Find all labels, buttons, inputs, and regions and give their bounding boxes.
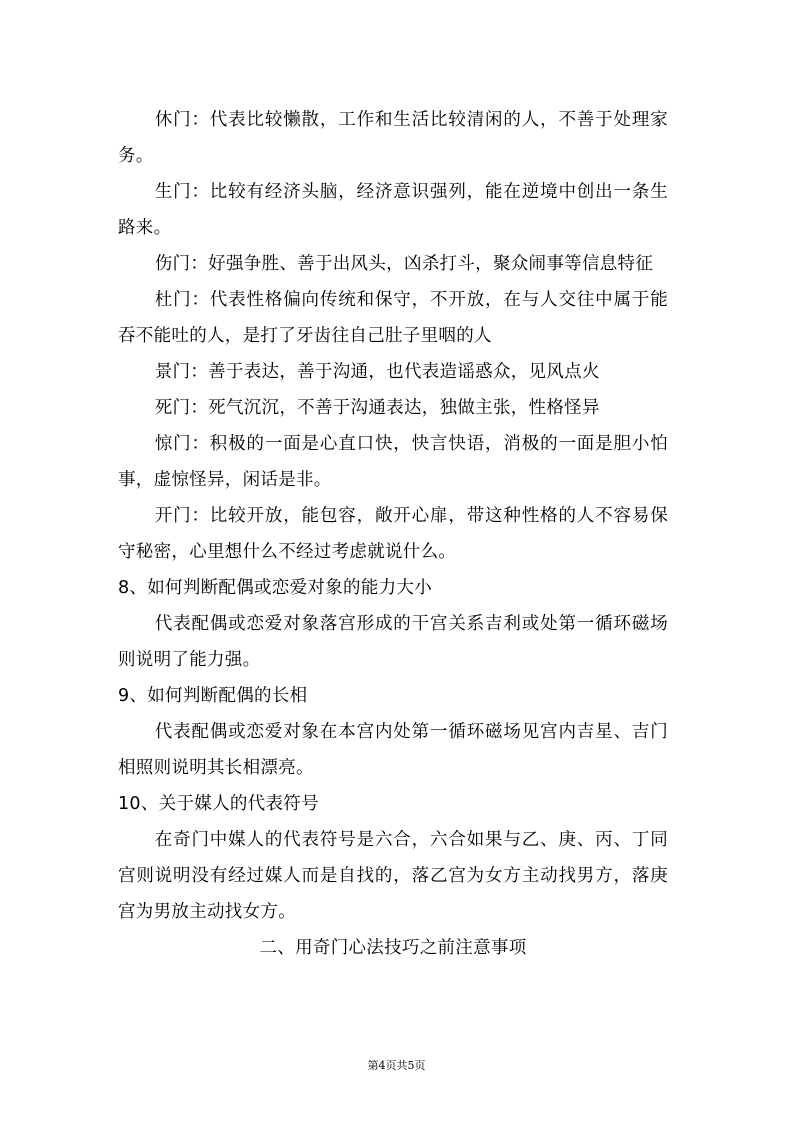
- paragraph-kaimen: 开门：比较开放，能包容，敞开心扉，带这种性格的人不容易保守秘密，心里想什么不经过考虑就说什么。: [118, 506, 668, 562]
- paragraph-shengmen: 生门：比较有经济头脑，经济意识强列，能在逆境中创出一条生路来。: [118, 182, 668, 238]
- paragraph-dumen: 杜门：代表性格偏向传统和保守，不开放，在与人交往中属于能吞不能吐的人，是打了牙齿往自己肚子里咽的人: [118, 290, 668, 346]
- page-footer: 第4页共5页: [367, 1059, 426, 1072]
- section-heading-8: 8、如何判断配偶或恋爱对象的能力大小: [118, 578, 433, 598]
- section-body-8: 代表配偶或恋爱对象落宫形成的干宫关系吉利或处第一循环磁场则说明了能力强。: [118, 614, 668, 670]
- paragraph-jingmen-scene: 景门：善于表达，善于沟通，也代表造谣惑众，见风点火: [154, 362, 600, 382]
- section-body-9: 代表配偶或恋爱对象在本宫内处第一循环磁场见宫内吉星、吉门相照则说明其长相漂亮。: [118, 722, 668, 778]
- paragraph-xiumen: 休门：代表比较懒散，工作和生活比较清闲的人，不善于处理家务。: [118, 110, 668, 166]
- paragraph-jingmen-alarm: 惊门：积极的一面是心直口快，快言快语，消极的一面是胆小怕事，虚惊怪异，闲话是非。: [118, 434, 668, 490]
- section-heading-9: 9、如何判断配偶的长相: [118, 686, 308, 706]
- paragraph-shangmen: 伤门：好强争胜、善于出风头，凶杀打斗，聚众闹事等信息特征: [154, 254, 654, 274]
- section-heading-10: 10、关于媒人的代表符号: [118, 794, 319, 814]
- page-content: [118, 102, 668, 966]
- paragraph-simen: 死门：死气沉沉，不善于沟通表达，独做主张，性格怪异: [154, 398, 600, 418]
- chapter-title: 二、用奇门心法技巧之前注意事项: [259, 938, 527, 958]
- section-body-10: 在奇门中媒人的代表符号是六合，六合如果与乙、庚、丙、丁同宫则说明没有经过媒人而是自找的，落乙宫为女方主动找男方，落庚宫为男放主动找女方。: [118, 830, 668, 922]
